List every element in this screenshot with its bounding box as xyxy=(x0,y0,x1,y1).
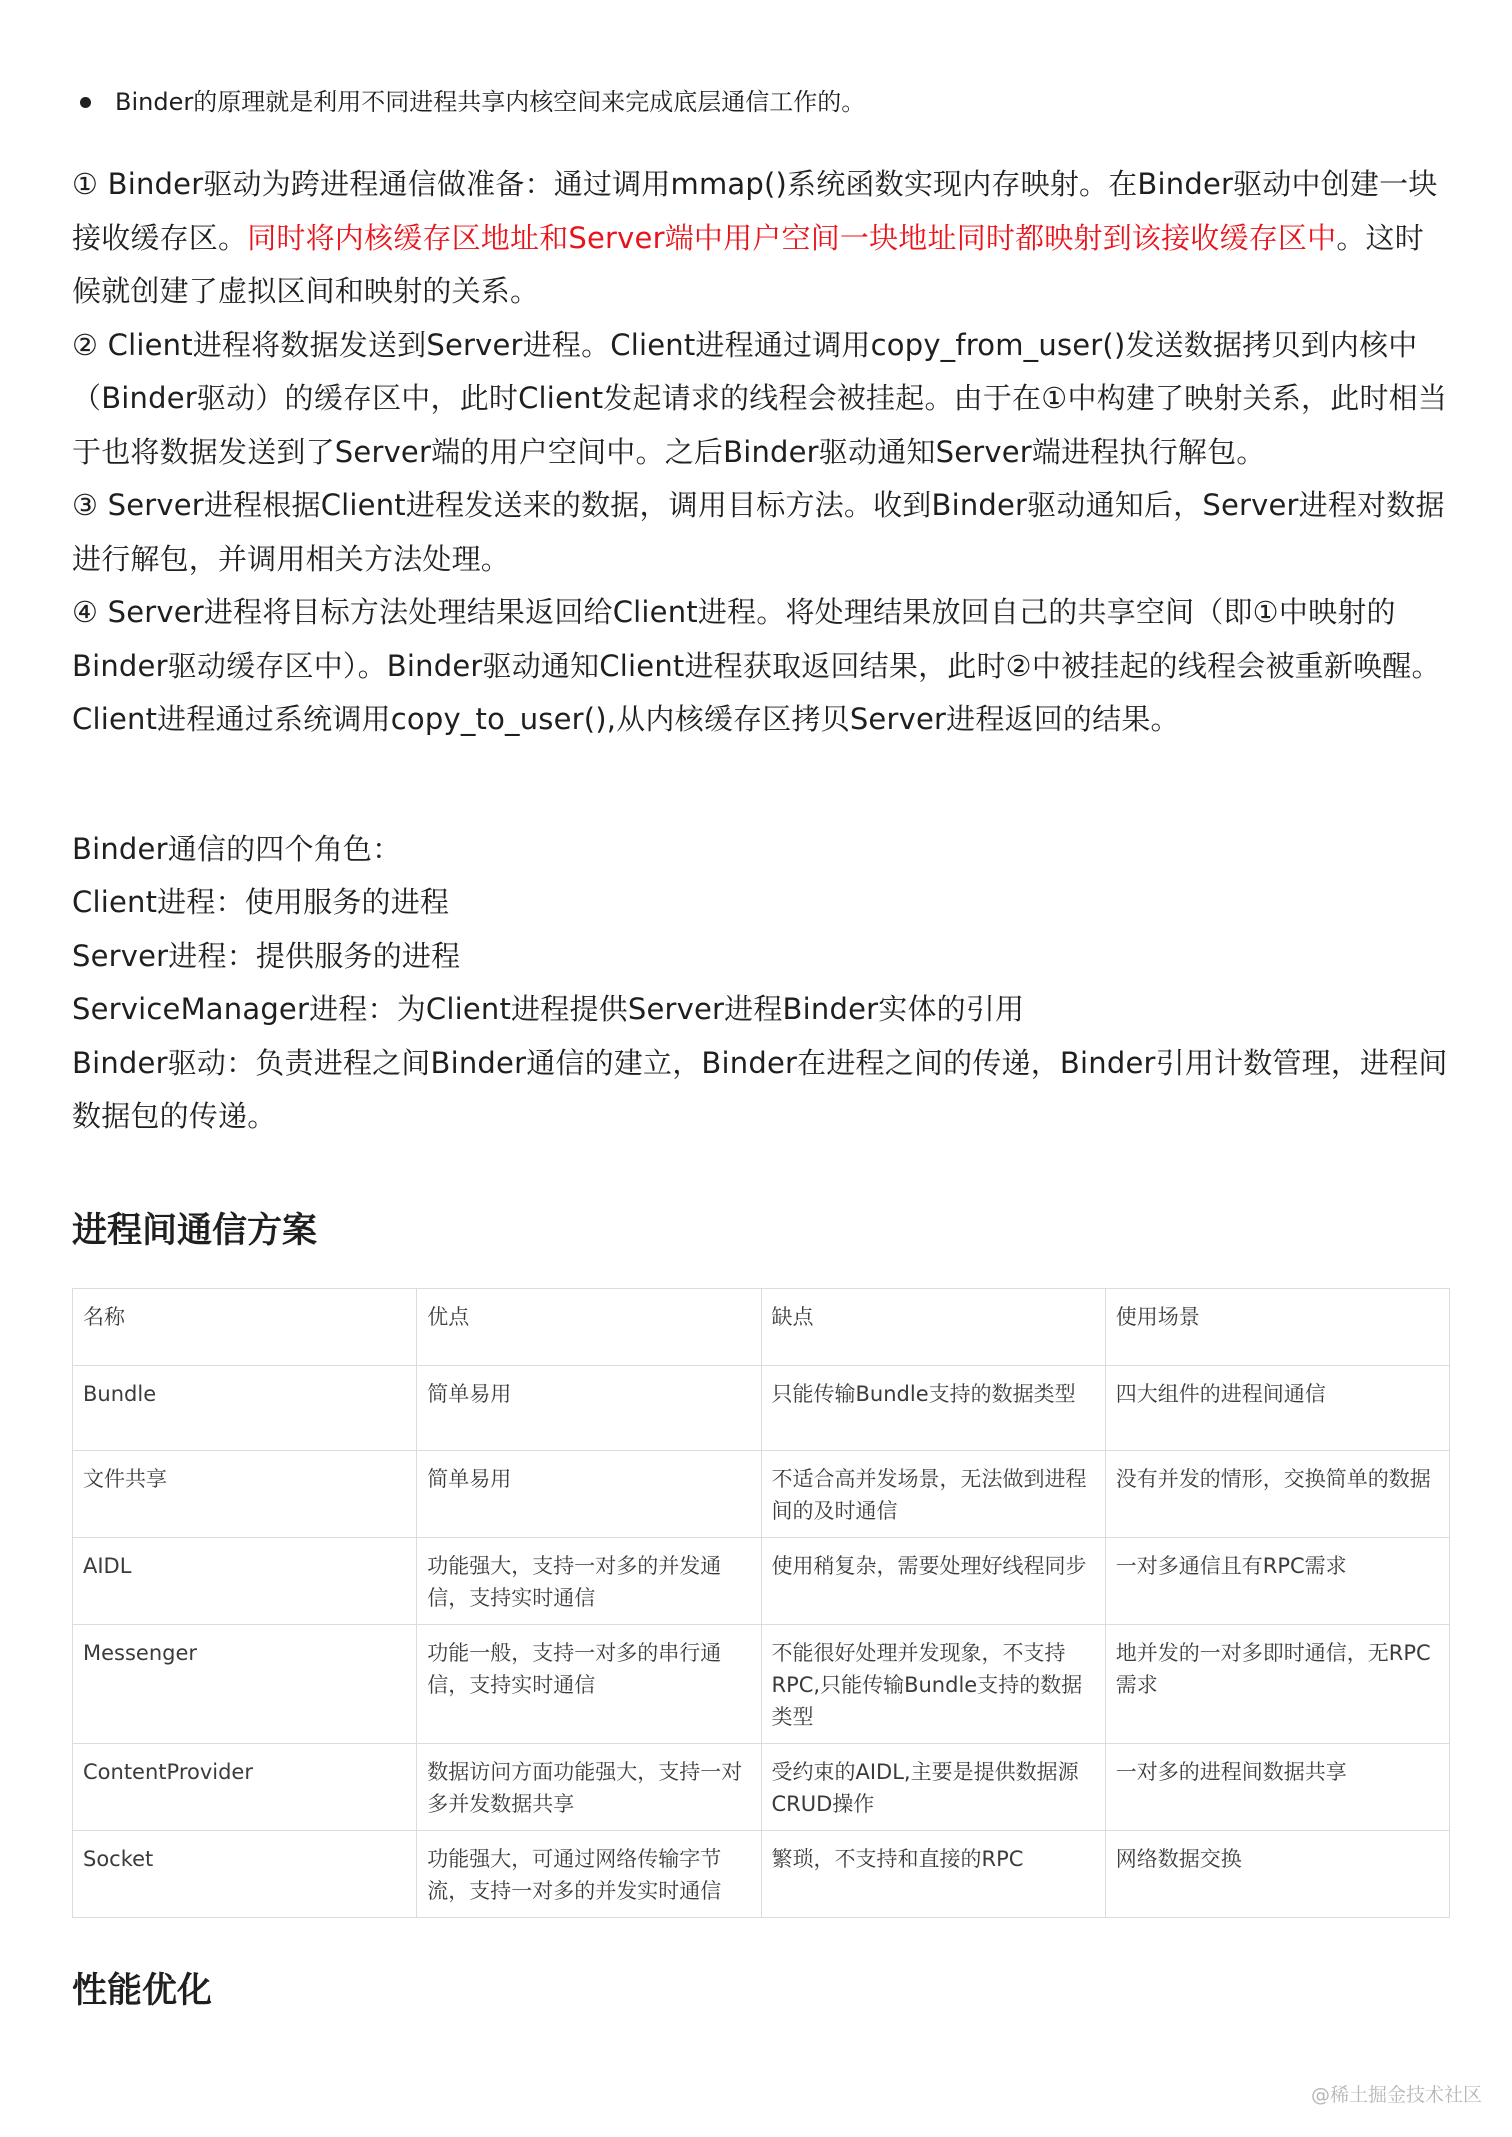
table-cell: 简单易用 xyxy=(417,1450,761,1537)
table-row xyxy=(73,1830,1450,1917)
step-3-paragraph: ③ Server进程根据Client进程发送来的数据，调用目标方法。收到Binder驱动通知后，Server进程对数据进行解包，并调用相关方法处理。 xyxy=(72,488,1445,576)
role-server: Server进程：提供服务的进程 xyxy=(72,938,461,973)
step-2-paragraph: ② Client进程将数据发送到Server进程。Client进程通过调用copy_from_user()发送数据拷贝到内核中（Binder驱动）的缓存区中，此时Client发起请求的线程会被挂起。由于在①中构建了映射关系，此时相当于也将数据发送到了Server端的用户空间中。之后Binder驱动通知Server端进程执行解包。 xyxy=(72,327,1448,469)
article-body xyxy=(72,72,1450,2016)
table-cell: 一对多通信且有RPC需求 xyxy=(1105,1537,1449,1624)
table-cell: 简单易用 xyxy=(417,1365,761,1450)
table-row xyxy=(73,1743,1450,1830)
spacer xyxy=(72,747,1450,823)
bullet-text: Binder的原理就是利用不同进程共享内核空间来完成底层通信工作的。 xyxy=(115,88,866,116)
table-row xyxy=(73,1365,1450,1450)
role-client: Client进程：使用服务的进程 xyxy=(72,885,450,919)
role-service-manager: ServiceManager进程：为Client进程提供Server进程Binder实体的引用 xyxy=(72,992,1025,1026)
step-4-paragraph: ④ Server进程将目标方法处理结果返回给Client进程。将处理结果放回自己的共享空间（即①中映射的Binder驱动缓存区中）。Binder驱动通知Client进程获取返回结果，此时②中被挂起的线程会被重新唤醒。Client进程通过系统调用copy_to_user(),从内核缓存区拷贝Server进程返回的结果。 xyxy=(72,595,1441,736)
table-cell: 功能强大，可通过网络传输字节流，支持一对多的并发实时通信 xyxy=(417,1830,761,1917)
table-cell: 地并发的一对多即时通信，无RPC需求 xyxy=(1105,1624,1449,1743)
step-1-highlight: 同时将内核缓存区地址和Server端中用户空间一块地址同时都映射到该接收缓存区中 xyxy=(247,220,1337,255)
table-cell: 繁琐，不支持和直接的RPC xyxy=(761,1830,1105,1917)
table-row xyxy=(73,1537,1450,1624)
perf-heading: 性能优化 xyxy=(72,1970,213,2011)
table-cell: Messenger xyxy=(73,1624,417,1743)
table-cell: Bundle xyxy=(73,1365,417,1450)
table-cell: 只能传输Bundle支持的数据类型 xyxy=(761,1365,1105,1450)
table-cell: 不适合高并发场景，无法做到进程间的及时通信 xyxy=(761,1450,1105,1537)
table-cell: 功能一般，支持一对多的串行通信，支持实时通信 xyxy=(417,1624,761,1743)
table-row xyxy=(73,1450,1450,1537)
watermark: @稀土掘金技术社区 xyxy=(1310,2084,1482,2106)
ipc-table xyxy=(72,1288,1450,1918)
ipc-heading: 进程间通信方案 xyxy=(72,1210,318,1251)
bullet-item xyxy=(72,72,1450,132)
table-cell: 不能很好处理并发现象，不支持RPC,只能传输Bundle支持的数据类型 xyxy=(761,1624,1105,1743)
table-cell: 功能强大，支持一对多的并发通信，支持实时通信 xyxy=(417,1537,761,1624)
table-cell: ContentProvider xyxy=(73,1743,417,1830)
header-cell-pros: 优点 xyxy=(417,1288,761,1365)
table-cell: 使用稍复杂，需要处理好线程同步 xyxy=(761,1537,1105,1624)
table-cell: 网络数据交换 xyxy=(1105,1830,1449,1917)
table-cell: AIDL xyxy=(73,1537,417,1624)
table-cell: 四大组件的进程间通信 xyxy=(1105,1365,1449,1450)
header-cell-scenario: 使用场景 xyxy=(1105,1288,1449,1365)
header-cell-cons: 缺点 xyxy=(761,1288,1105,1365)
table-header-row xyxy=(73,1288,1450,1365)
table-cell: 数据访问方面功能强大，支持一对多并发数据共享 xyxy=(417,1743,761,1830)
role-binder-driver: Binder驱动：负责进程之间Binder通信的建立，Binder在进程之间的传递，Binder引用计数管理，进程间数据包的传递。 xyxy=(72,1045,1448,1133)
step-1-tail: 。这时候就创建了虚拟区间和映射的关系。 xyxy=(72,220,1424,308)
step-1-text: ① Binder驱动为跨进程通信做准备：通过调用mmap()系统函数实现内存映射。在Binder驱动中创建一块接收缓存区。 xyxy=(72,167,1438,255)
bullet-dot-icon xyxy=(80,97,91,108)
table-cell: 没有并发的情形，交换简单的数据 xyxy=(1105,1450,1449,1537)
table-cell: 文件共享 xyxy=(73,1450,417,1537)
step-1-paragraph xyxy=(72,158,1450,319)
table-row xyxy=(73,1624,1450,1743)
table-cell: 受约束的AIDL,主要是提供数据源CRUD操作 xyxy=(761,1743,1105,1830)
header-cell-name: 名称 xyxy=(73,1288,417,1365)
table-cell: 一对多的进程间数据共享 xyxy=(1105,1743,1449,1830)
roles-title: Binder通信的四个角色： xyxy=(72,831,402,866)
table-cell: Socket xyxy=(73,1830,417,1917)
